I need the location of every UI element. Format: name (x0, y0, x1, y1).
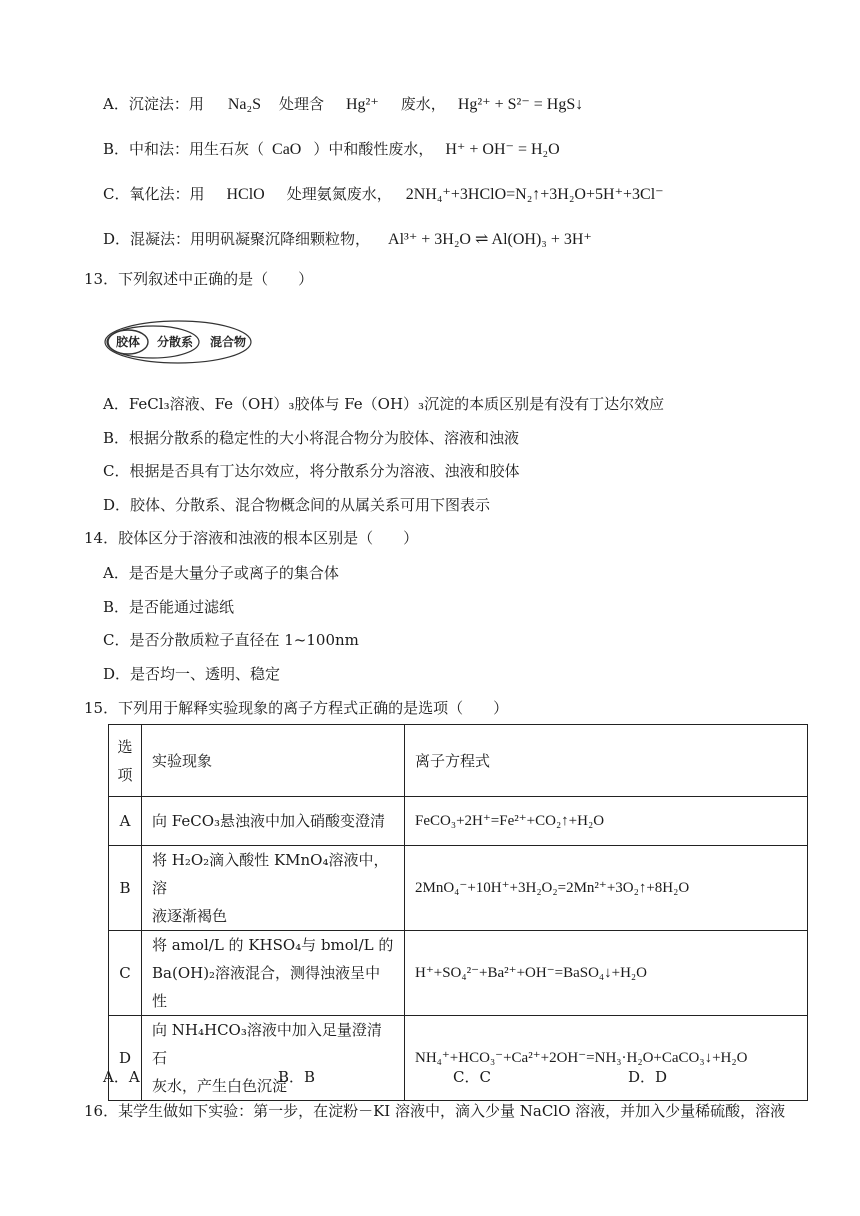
q15-stem: 15．下列用于解释实验现象的离子方程式正确的是选项（ ） (84, 699, 509, 717)
q13-stem: 13．下列叙述中正确的是（ ） (84, 270, 314, 288)
q13-option-c: C．根据是否具有丁达尔效应，将分散系分为溶液、浊液和胶体 (103, 462, 520, 480)
q12-b-equation: H⁺ + OH⁻ = H₂O (445, 141, 560, 158)
row-equation: FeCO₃+2H⁺=Fe²⁺+CO₂↑+H₂O (405, 797, 808, 846)
q12-b-reagent: CaO (272, 141, 302, 158)
q13-option-a: A．FeCl₃溶液、Fe（OH）₃胶体与 Fe（OH）₃沉淀的本质区别是有没有丁达尔效应 (103, 395, 665, 413)
q12-option-c (103, 184, 664, 205)
q12-a-mid: 处理含 (278, 95, 324, 113)
table-row (109, 846, 808, 931)
row-option: B (109, 846, 142, 931)
q12-c-equation: 2NH₄⁺+3HClO=N₂↑+3H₂O+5H⁺+3Cl⁻ (405, 186, 664, 203)
q12-option-d (103, 229, 592, 250)
row-equation: NH₄⁺+HCO₃⁻+Ca²⁺+2OH⁻=NH₃·H₂O+CaCO₃↓+H₂O (405, 1016, 808, 1101)
q14-stem: 14．胶体区分于溶液和浊液的根本区别是（ ） (84, 529, 419, 547)
answer-choice-d: D．D (628, 1068, 668, 1086)
q12-d-label: D．混凝法：用明矾凝聚沉降细颗粒物， (103, 230, 371, 248)
row-option: C (109, 931, 142, 1016)
row-phenomenon: 向 NH₄HCO₃溶液中加入足量澄清石 灰水，产生白色沉淀 (142, 1016, 405, 1101)
q12-option-b (103, 139, 560, 160)
table-row (109, 931, 808, 1016)
q12-c-reagent: HClO (226, 186, 265, 203)
q12-a-label: A．沉淀法：用 (103, 95, 204, 113)
q14-option-d: D．是否均一、透明、稳定 (103, 665, 281, 683)
q12-a-reagent: Na₂S (227, 96, 261, 113)
answer-choice-b: B．B (278, 1068, 316, 1086)
q14-option-c: C．是否分散质粒子直径在 1~100nm (103, 631, 359, 649)
row-equation: H⁺+SO₄²⁻+Ba²⁺+OH⁻=BaSO₄↓+H₂O (405, 931, 808, 1016)
q12-d-equation: Al³⁺ + 3H₂O ⇌ Al(OH)₃ + 3H⁺ (388, 231, 592, 248)
row-option: A (109, 797, 142, 846)
answer-choice-c: C．C (453, 1068, 491, 1086)
answer-choice-a: A．A (103, 1068, 140, 1086)
diagram-label-mixture: 混合物 (209, 335, 247, 349)
concept-nesting-diagram (103, 318, 259, 366)
row-option: D (109, 1016, 142, 1101)
q12-option-a (103, 94, 583, 115)
q12-a-equation: Hg²⁺ + S²⁻ = HgS↓ (457, 96, 584, 113)
q12-b-mid: ）中和酸性废水， (313, 140, 434, 158)
diagram-label-dispersion: 分散系 (156, 335, 194, 349)
q12-a-ion: Hg²⁺ (346, 96, 379, 113)
row-phenomenon: 将 amol/L 的 KHSO₄与 bmol/L 的 Ba(OH)₂溶液混合，测得浊液呈中性 (142, 931, 405, 1016)
header-phenomenon: 实验现象 (142, 725, 405, 797)
q16-stem: 16．某学生做如下实验：第一步，在淀粉－KI 溶液中，滴入少量 NaClO 溶液，并加入少量稀硫酸，溶液 (84, 1102, 786, 1120)
q14-option-b: B．是否能通过滤纸 (103, 598, 235, 616)
table-header-row (109, 725, 808, 797)
q14-option-a: A．是否是大量分子或离子的集合体 (103, 564, 339, 582)
row-phenomenon: 将 H₂O₂滴入酸性 KMnO₄溶液中，溶 液逐渐褐色 (142, 846, 405, 931)
q15-answer-choices (103, 1066, 803, 1086)
table-row (109, 1016, 808, 1101)
row-phenomenon: 向 FeCO₃悬浊液中加入硝酸变澄清 (142, 797, 405, 846)
q12-c-mid: 处理氨氮废水， (286, 185, 392, 203)
row-equation: 2MnO₄⁻+10H⁺+3H₂O₂=2Mn²⁺+3O₂↑+8H₂O (405, 846, 808, 931)
q12-b-label: B．中和法：用生石灰（ (103, 140, 265, 158)
table-row (109, 797, 808, 846)
q12-c-label: C．氧化法：用 (103, 185, 205, 203)
header-equation: 离子方程式 (405, 725, 808, 797)
q13-option-b: B．根据分散系的稳定性的大小将混合物分为胶体、溶液和浊液 (103, 429, 520, 447)
diagram-label-colloid: 胶体 (115, 335, 141, 349)
experiment-table (108, 724, 808, 1101)
q12-a-tail: 废水， (400, 95, 446, 113)
q13-option-d: D．胶体、分散系、混合物概念间的从属关系可用下图表示 (103, 496, 491, 514)
header-option: 选 项 (109, 725, 142, 797)
